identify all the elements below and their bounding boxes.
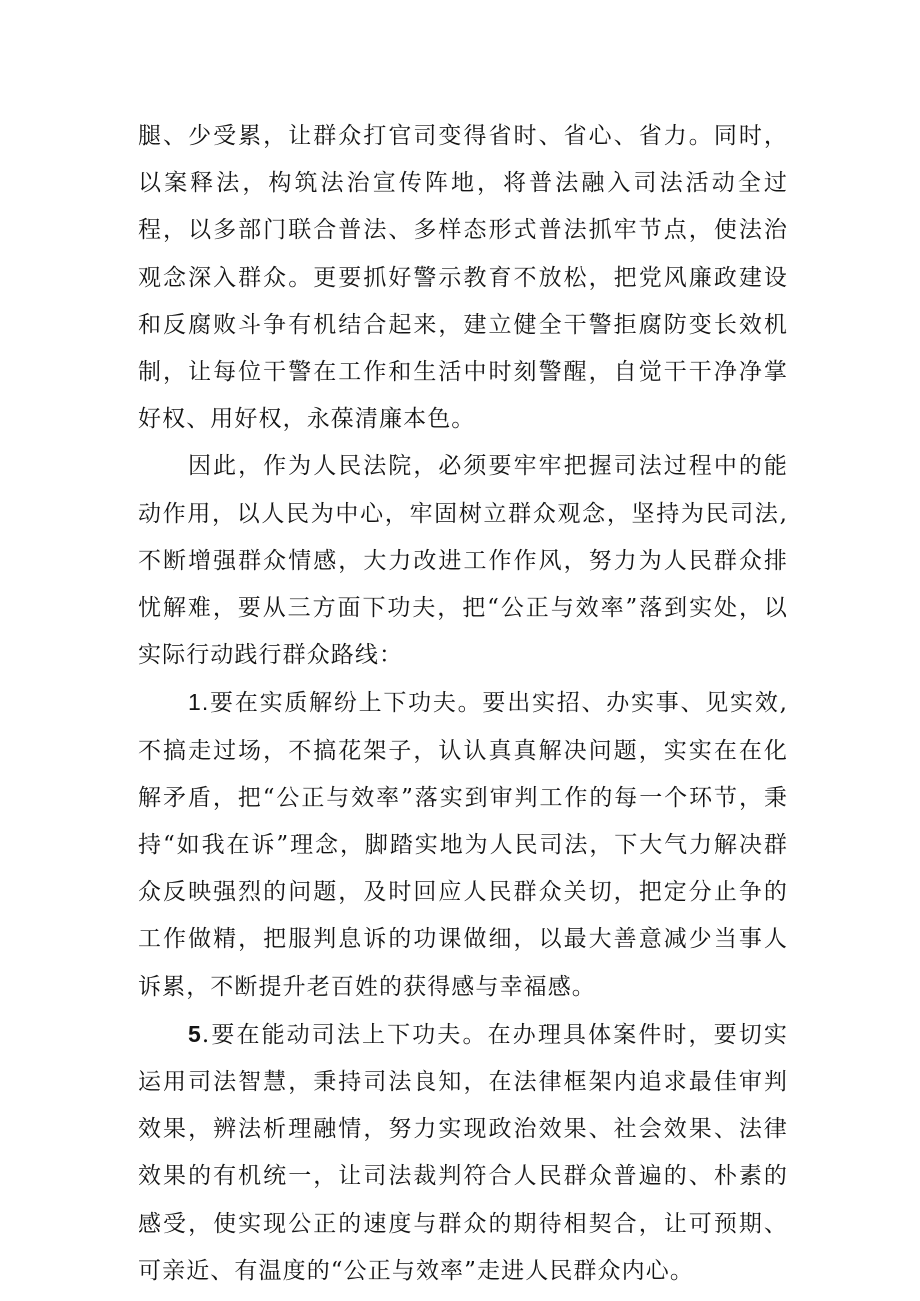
paragraph-intro (138, 443, 788, 679)
paragraph-point-1 (138, 679, 788, 1010)
document-body (138, 113, 788, 1295)
paragraph-continuation (138, 113, 788, 443)
paragraph-text: 要在实质解纷上下功夫。要出实招、办实事、见实效,不搞走过场，不搞花架子，认认真真解决问题，实实在在化解矛盾，把“公正与效率”落实到审判工作的每一个环节，秉持“如我在诉”理念，脚踏实地为人民司法，下大气力解决群众反映强烈的问题，及时回应人民群众关切，把定分止争的工作做精，把服判息诉的功课做细，以最大善意减少当事人诉累，不断提升老百姓的获得感与幸福感。 (138, 690, 788, 1000)
paragraph-text: 腿、少受累，让群众打官司变得省时、省心、省力。同时，以案释法，构筑法治宣传阵地，将普法融入司法活动全过程，以多部门联合普法、多样态形式普法抓牢节点，使法治观念深入群众。更要抓好警示教育不放松，把党风廉政建设和反腐败斗争有机结合起来，建立健全干警拒腐防变长效机制，让每位干警在工作和生活中时刻警醒，自觉干干净净掌好权、用好权，永葆清廉本色。 (138, 123, 788, 433)
list-number: 5 (188, 1020, 202, 1047)
paragraph-text: 因此，作为人民法院，必须要牢牢把握司法过程中的能动作用，以人民为中心，牢固树立群众观念，坚持为民司法,不断增强群众情感，大力改进工作作风，努力为人民群众排忧解难，要从三方面下功夫，把“公正与效率”落到实处，以实际行动践行群众路线： (138, 453, 788, 669)
paragraph-text: .要在能动司法上下功夫。在办理具体案件时，要切实运用司法智慧，秉持司法良知，在法律框架内追求最佳审判效果，辨法析理融情，努力实现政治效果、社会效果、法律效果的有机统一，让司法裁判符合人民群众普遍的、朴素的感受，使实现公正的速度与群众的期待相契合，让可预期、可亲近、有温度的“公正与效率”走进人民群众内心。 (138, 1021, 788, 1284)
list-number: 1. (188, 689, 210, 716)
paragraph-point-5 (138, 1011, 788, 1295)
